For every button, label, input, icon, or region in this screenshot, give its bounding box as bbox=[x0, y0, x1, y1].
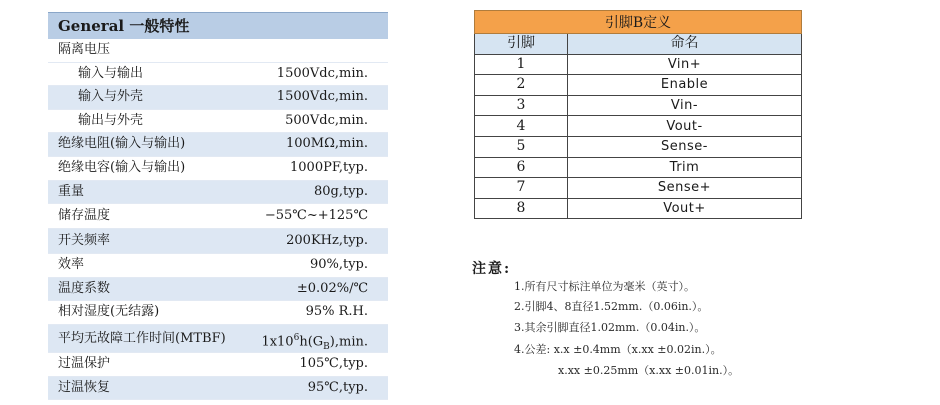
spec-label: 绝缘电容(输入与输出) bbox=[58, 159, 186, 175]
pin-number: 2 bbox=[475, 75, 568, 96]
spec-label: 效率 bbox=[58, 257, 85, 273]
pin-row bbox=[475, 178, 802, 199]
spec-label: 重量 bbox=[58, 183, 85, 199]
spec-value: 100MΩ,min. bbox=[285, 136, 368, 152]
notes-section bbox=[472, 258, 511, 278]
pin-name: Enable bbox=[568, 75, 802, 96]
pin-row bbox=[475, 95, 802, 116]
spec-label: 平均无故障工作时间(MTBF) bbox=[58, 330, 226, 346]
spec-row bbox=[48, 229, 388, 254]
spec-value: 95% R.H. bbox=[305, 304, 368, 320]
spec-label: 相对湿度(无结露) bbox=[58, 304, 160, 320]
spec-row bbox=[48, 301, 388, 325]
spec-row bbox=[48, 278, 388, 302]
spec-value: 1500Vdc,min. bbox=[276, 65, 368, 81]
spec-row bbox=[48, 181, 388, 205]
spec-value: 90%,typ. bbox=[309, 257, 368, 273]
note-line: 4.公差: x.x ±0.4mm（x.xx ±0.02in.）。 bbox=[514, 343, 722, 356]
spec-row bbox=[48, 63, 388, 87]
spec-row bbox=[48, 157, 388, 181]
pin-name-header: 命名 bbox=[568, 34, 802, 55]
pin-name: Vout+ bbox=[568, 198, 802, 219]
spec-label: 开关频率 bbox=[58, 233, 111, 249]
spec-value: 1000PF,typ. bbox=[290, 159, 368, 175]
spec-row bbox=[48, 254, 388, 278]
pin-name: Vin- bbox=[568, 95, 802, 116]
spec-value: 200KHz,typ. bbox=[286, 233, 368, 249]
pin-row bbox=[475, 157, 802, 178]
spec-label: 输入与外壳 bbox=[78, 89, 144, 105]
pin-number-header: 引脚 bbox=[475, 34, 568, 55]
general-specs-table bbox=[48, 12, 388, 400]
spec-label: 储存温度 bbox=[58, 208, 111, 224]
spec-row bbox=[48, 133, 388, 157]
pin-number: 5 bbox=[475, 136, 568, 157]
pin-name: Sense- bbox=[568, 136, 802, 157]
notes-title: 注意: bbox=[472, 261, 512, 277]
pin-definition-table bbox=[474, 10, 802, 219]
spec-label: 温度系数 bbox=[58, 280, 111, 296]
spec-row bbox=[48, 325, 388, 353]
spec-label: 过温保护 bbox=[58, 355, 111, 371]
spec-label: 过温恢复 bbox=[58, 379, 111, 395]
spec-row bbox=[48, 353, 388, 377]
note-line: 1.所有尺寸标注单位为毫米（英寸）。 bbox=[514, 280, 695, 293]
pin-table-title: 引脚B定义 bbox=[475, 11, 802, 34]
spec-value: −55℃~+125℃ bbox=[264, 208, 368, 224]
spec-row bbox=[48, 86, 388, 110]
spec-value: 80g,typ. bbox=[313, 183, 368, 199]
spec-row bbox=[48, 110, 388, 134]
spec-label: 输出与外壳 bbox=[78, 112, 144, 128]
pin-number: 4 bbox=[475, 116, 568, 137]
pin-row bbox=[475, 75, 802, 96]
pin-name: Trim bbox=[568, 157, 802, 178]
pin-number: 7 bbox=[475, 178, 568, 199]
spec-label: 输入与输出 bbox=[78, 65, 144, 81]
pin-number: 6 bbox=[475, 157, 568, 178]
spec-value: ±0.02%/℃ bbox=[296, 280, 368, 296]
spec-value: $1x10^6h(G_B),\min$. bbox=[261, 332, 368, 352]
note-line: x.xx ±0.25mm（x.xx ±0.01in.）。 bbox=[558, 364, 740, 377]
pin-number: 3 bbox=[475, 95, 568, 116]
pin-number: 1 bbox=[475, 54, 568, 75]
spec-row bbox=[48, 39, 388, 63]
pin-row bbox=[475, 198, 802, 219]
note-line: 3.其余引脚直径1.02mm.（0.04in.）。 bbox=[514, 321, 706, 334]
spec-label: 隔离电压 bbox=[58, 42, 111, 57]
pin-name: Sense+ bbox=[568, 178, 802, 199]
pin-name: Vout- bbox=[568, 116, 802, 137]
spec-value: 1500Vdc,min. bbox=[276, 89, 368, 105]
spec-value: 105℃,typ. bbox=[299, 355, 368, 371]
spec-label: 绝缘电阻(输入与输出) bbox=[58, 136, 186, 152]
pin-number: 8 bbox=[475, 198, 568, 219]
pin-row bbox=[475, 136, 802, 157]
pin-name: Vin+ bbox=[568, 54, 802, 75]
pin-row bbox=[475, 116, 802, 137]
spec-row bbox=[48, 377, 388, 401]
spec-row bbox=[48, 204, 388, 229]
spec-value: 500Vdc,min. bbox=[285, 112, 368, 128]
general-specs-title: General 一般特性 bbox=[48, 12, 388, 39]
pin-row bbox=[475, 54, 802, 75]
spec-value: 95℃,typ. bbox=[307, 379, 368, 395]
note-line: 2.引脚4、8直径1.52mm.（0.06in.）。 bbox=[514, 300, 709, 313]
